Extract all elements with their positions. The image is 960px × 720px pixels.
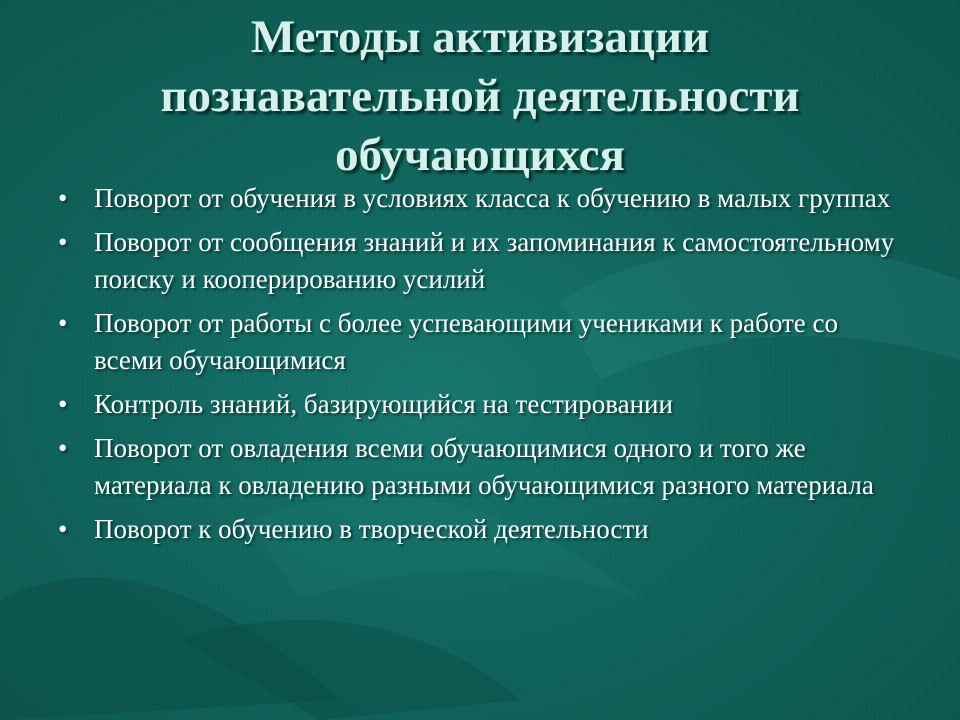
title-line: Методы активизации [250, 11, 710, 63]
bullet-text: Поворот от обучения в условиях класса к обучению в малых группах [94, 183, 891, 213]
bullet-item [58, 305, 908, 379]
bullet-icon: • [58, 514, 68, 544]
bullet-item [58, 386, 908, 423]
bullet-text: Поворот от сообщения знаний и их запоминания к самостоятельному поиску и кооперированию усилий [94, 227, 895, 294]
bullet-icon: • [58, 227, 68, 257]
bullet-icon: • [58, 389, 68, 419]
bullet-icon: • [58, 183, 68, 213]
bullet-text: Поворот от овладения всеми обучающимися одного и того же материала к овладению разными обучающимися разного материала [94, 433, 874, 500]
title-line: познавательной деятельности [160, 70, 800, 122]
bullet-text: Поворот к обучению в творческой деятельности [94, 514, 649, 544]
bullet-list [58, 180, 908, 555]
bullet-icon: • [58, 308, 68, 338]
bullet-item [58, 430, 908, 504]
slide-title [60, 8, 900, 185]
bullet-text: Контроль знаний, базирующийся на тестировании [94, 389, 673, 419]
bullet-icon: • [58, 433, 68, 463]
bullet-text: Поворот от работы с более успевающими учениками к работе со всеми обучающимися [94, 308, 838, 375]
title-line: обучающихся [335, 129, 625, 181]
bullet-item [58, 180, 908, 217]
bullet-item [58, 224, 908, 298]
bullet-item [58, 511, 908, 548]
